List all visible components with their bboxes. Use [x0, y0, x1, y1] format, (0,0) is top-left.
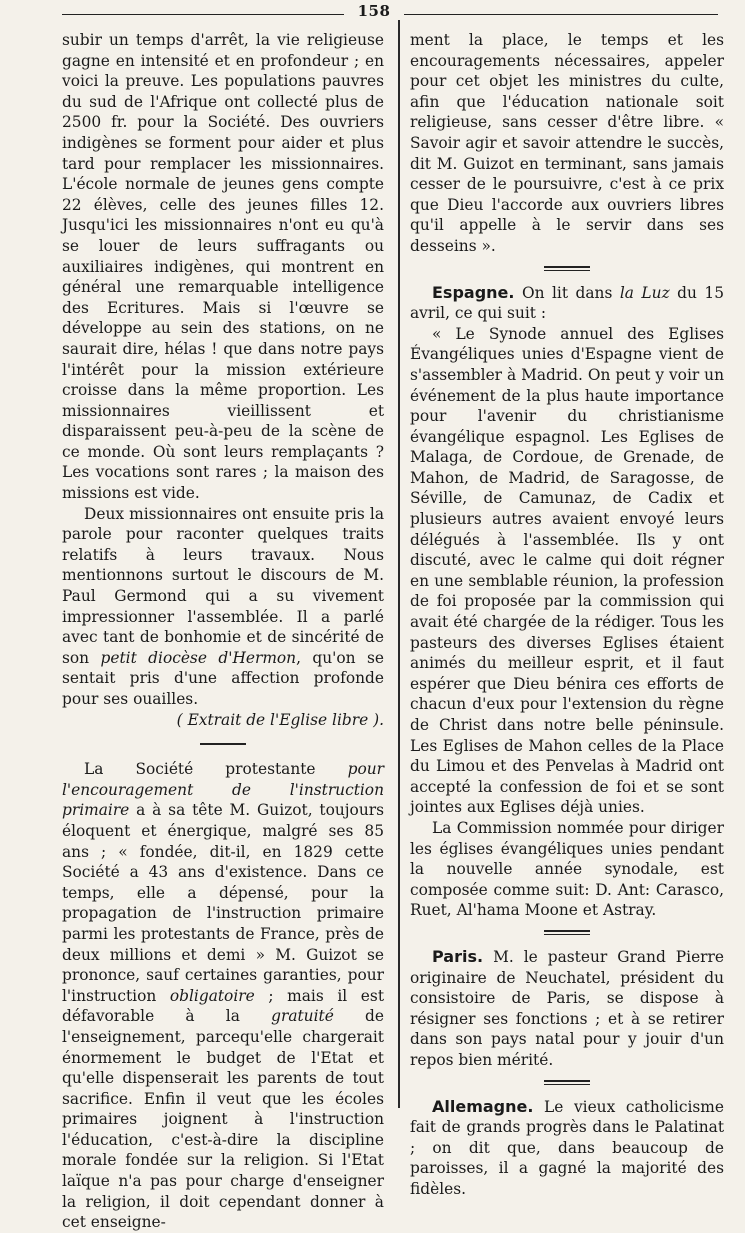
- espagne-quote: « Le Synode annuel des Eglises Évangéliques unies d'Espagne vient de s'assembler à Madrid. On peut y voir un événement de la plus haute importance pour l'avenir du christianisme évangélique espagnol. Les Eglises de Malaga, de Cordoue, de Grenade, de Mahon, de Madrid, de Saragosse, de Séville, de Camunaz, de Cadix et plusieurs autres avaient envoyé leurs délégués à l'assemblée. Ils y ont discuté, avec le calme qui doit régner en une semblable réunion, la profession de foi proposée par la commission qui avait été chargée de la rédiger. Tous les pasteurs des diverses Eglises étaient animés du meilleur esprit, et il faut espérer que Dieu bénira ces efforts de chacun d'eux pour l'extension du règne de Christ dans notre belle péninsule. Les Eglises de Mahon celles de la Place du Limou et des Penvelas à Madrid ont accepté la confession de foi et se sont jointes aux Eglises déjà unies.: [410, 324, 724, 817]
- left-column: [62, 30, 384, 1233]
- source-credit: ( Extrait de l'Eglise libre ).: [176, 710, 384, 729]
- emphasis-gratuite: gratuité: [271, 1007, 334, 1026]
- section-separator: [200, 743, 246, 745]
- section-separator: [544, 1080, 590, 1085]
- emphasis-society-name: pour l'encouragement de l'instruction primaire: [62, 760, 384, 820]
- column-divider: [398, 20, 400, 1108]
- emphasis-obligatoire: obligatoire: [169, 986, 255, 1005]
- emphasis-la-luz: la Luz: [619, 283, 670, 302]
- right-column: [410, 30, 724, 1199]
- espagne-intro: Espagne. On lit dans la Luz du 15 avril, ce qui suit :: [410, 282, 724, 323]
- missionaries-speech-paragraph: Deux missionnaires ont ensuite pris la parole pour raconter quelques traits relatifs à leurs travaux. Nous mentionnons surtout le discours de M. Paul Germond qui a su vivement impressionner l'assemblée. Il a parlé avec tant de bonhomie et de sincérité de son petit diocèse d'Hermon, qu'on se sentait pris d'une affection profonde pour ses ouailles.: [62, 504, 385, 708]
- guizot-continuation-paragraph: ment la place, le temps et les encouragements nécessaires, appeler pour cet objet les ministres du culte, afin que l'éducation nationale soit religieuse, sans cesser d'être libre. « Savoir agir et savoir attendre le succès, dit M. Guizot en terminant, sans jamais cesser de le poursuivre, c'est à ce prix que Dieu l'accorde aux ouvriers libres qu'il appelle à le servir dans ses desseins ».: [410, 31, 724, 255]
- section-separator: [544, 266, 590, 271]
- emphasis-diocese: petit diocèse d'Hermon: [100, 648, 297, 667]
- section-separator: [544, 930, 590, 935]
- allemagne-heading: Allemagne.: [432, 1096, 534, 1116]
- guizot-paragraph: La Société protestante pour l'encouragement de l'instruction primaire a à sa tête M. Guizot, toujours éloquent et énergique, malgré ses 85 ans ; « fondée, dit-il, en 1829 cette Société a 43 ans d'existence. Dans ce temps, elle a dépensé, pour la propagation de l'instruction primaire parmi les protestants de France, près de deux millions et demi » M. Guizot se prononce, sauf certaines garanties, pour l'instruction obligatoire ; mais il est défavorable à la gratuité de l'enseignement, parcequ'elle chargerait énormement le budget de l'Etat et qu'elle dispenserait les parents de tout sacrifice. Enfin il veut que les écoles primaires joignent à l'instruction l'éducation, c'est-à-dire la discipline morale fondée sur la religion. Si l'Etat laïque n'a pas pour charge d'enseigner la religion, il doit cependant donner à cet enseigne-: [62, 760, 384, 1232]
- espagne-heading: Espagne.: [432, 282, 515, 302]
- missions-report-paragraph: subir un temps d'arrêt, la vie religieuse gagne en intensité et en profondeur ; en voici la preuve. Les populations pauvres du sud de l'Afrique ont collecté plus de 2500 fr. pour la Société. Des ouvriers indigènes se forment pour aider et plus tard pour remplacer les missionnaires. L'école normale de jeunes gens compte 22 élèves, celle des jeunes filles 12. Jusqu'ici les missionnaires n'ont eu qu'à se louer de leurs suffragants ou auxiliaires indigènes, qui montrent en général une remarquable intelligence des Ecritures. Mais si l'œuvre se développe au sein des stations, on ne saurait dire, hélas ! que dans notre pays l'intérêt pour la mission extérieure croisse dans la même proportion. Les missionnaires vieillissent et disparaissent peu-à-peu de la scène de ce monde. Où sont leurs remplaçants ? Les vocations sont rares ; la maison des missions est vide.: [62, 31, 384, 503]
- paris-heading: Paris.: [432, 946, 484, 966]
- paris-paragraph: Paris. M. le pasteur Grand Pierre originaire de Neuchatel, président du consistoire de Paris, se dispose à résigner ses fonctions ; et à se retirer dans son pays natal pour y jouir d'un repos bien mérité.: [410, 946, 724, 1069]
- page-number: 158: [344, 2, 404, 20]
- commission-paragraph: La Commission nommée pour diriger les églises évangéliques unies pendant la nouvelle année synodale, est composée comme suit: D. Ant: Carasco, Ruet, Al'hama Moone et Astray.: [410, 818, 724, 920]
- allemagne-paragraph: Allemagne. Le vieux catholicisme fait de grands progrès dans le Palatinat ; on dit que, dans beaucoup de paroisses, il a gagné la majorité des fidèles.: [410, 1096, 724, 1198]
